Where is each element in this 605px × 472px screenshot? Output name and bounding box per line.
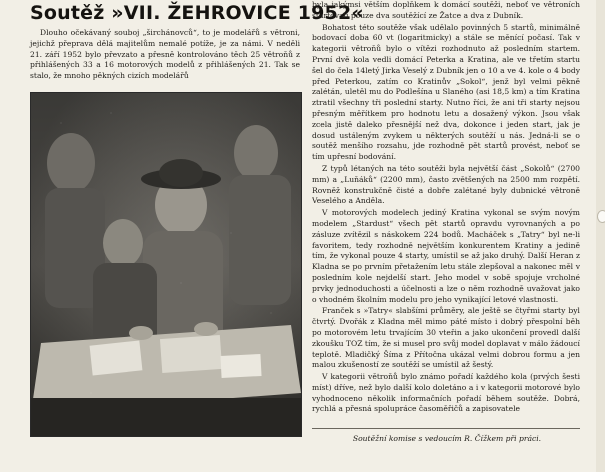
right-paragraph-4: V motorových modelech jediný Kratina vykonal se svým novým modelem „Stardust“ všech pět startů opravdu vyrovnaných a po zásluze zvítězil s náskokem 224 bodů. Macháček s „Tatry“ byl ne-li favoritem, tedy rozhodně největším konkurentem Kratiny a jedině tím, že vykonal pouze 4 starty, umístil se až jako druhý. Další Heran z Kladna se po prvním přetažením letu stále zlepšoval a nakonec měl v posledním kole nejdelší start. Jeho model v sobě spojuje vrcholné prvky jednoduchosti a účelnosti a lze o něm rozhodně uvažovat jako o vhodném školním modelu pro jeho vynikající letové vlastnosti. [312,208,580,304]
article-headline: Soutěž »VII. ŽEHROVICE 1952« [30,2,364,24]
right-column-text [312,0,580,426]
article-photo [30,92,302,437]
caption-divider [312,428,580,429]
right-paragraph-6: V kategorii větroňů bylo známo pořadí každého kola (prvých šesti míst) dříve, než bylo další kolo doletáno a i v kategorii motorové bylo vyhodnoceno několik informačních pořadí během soutěže. Dobrá, rychlá a přesná spolupráce časoměřičů a zapisovatele [312,372,580,414]
right-paragraph-2: Bohatost této soutěže však udělalo povinných 5 startů, minimálně bodovací doba 60 vt (logaritmicky) a stále se měnící počasí. Tak v kategorii větroňů bylo o vítězi rozhodnuto až posledním startem. První dvě kola vedli domácí Peterka a Kratina, ale ve třetím startu šel do čela 14letý Jirka Veselý z Dubník jen o 10 a ve 4. kole o 4 body před Peterkou, zatím co Kratinův „Sokol“, jenž byl velmi pěkně zalétán, uletěl mu do Podlešína u Slaného (asi 18,5 km) a tím Kratina ztratil všechny tři poslední starty. Nutno říci, že ani tři starty nejsou přesným měřítkem pro hodnotu letu a dosažený výkon. Jsou však zcela jistě daleko přesnější než dva, dokonce i jeden start, jak je dosud ustáleným zvykem u některých soutěží u nás. Jedná-li se o soutěž menšího rozsahu, jde rozhodně pět startů provést, neboť se tím upřesní bodování. [312,22,580,162]
right-paragraph-1: byla jakýmsi větším doplňkem k domácí soutěži, neboť ve větroních startovali pouze dva soutěžící ze Žatce a dva z Dubník. [312,0,580,20]
right-paragraph-5: Franček s »Tatry« slabšími průměry, ale ještě se čtyřmi starty byl čtvrtý. Dvořák z Kladna měl mimo páté místo i dobrý přespolní běh po motorovém letu trvajícím 30 vteřin a jako ukončení provedl další zkoušku TOZ tím, že si musel pro svůj model doplavat v málo žádoucí teplotě. Mladičký Šíma z Přítočna ukázal velmi dobrou formu a jen malou zkušeností ze soutěží se umístil až šestý. [312,306,580,370]
right-paragraph-3: Z typů létaných na této soutěži byla největší část „Sokolů“ (2700 mm) a „Luňáků“ (2200 mm), často zvětšených na 2500 mm rozpětí. Rovněž konstrukčně čisté a dobře zalétané byly dubnické větroně Veselého a Anděla. [312,163,580,206]
binder-edge [596,0,605,472]
left-column-text [30,28,300,82]
punch-hole [597,210,605,223]
left-paragraph-1: Dlouho očekávaný souboj „širchánovců“, to je modelářů s větroni, jejichž přeprava dělá majitelům nemalé potíže, je za námi. V neděli 21. září 1952 bylo převzato a přesně kontrolováno těch 25 větroňů z přihlášených 33 a 16 motorových modelů z přihlášených 21. Tak se stalo, že mnoho pěkných cizích modelářů [30,28,300,81]
photo-caption: Soutěžní komise s vedoucím R. Čížkem při práci. [352,434,542,443]
